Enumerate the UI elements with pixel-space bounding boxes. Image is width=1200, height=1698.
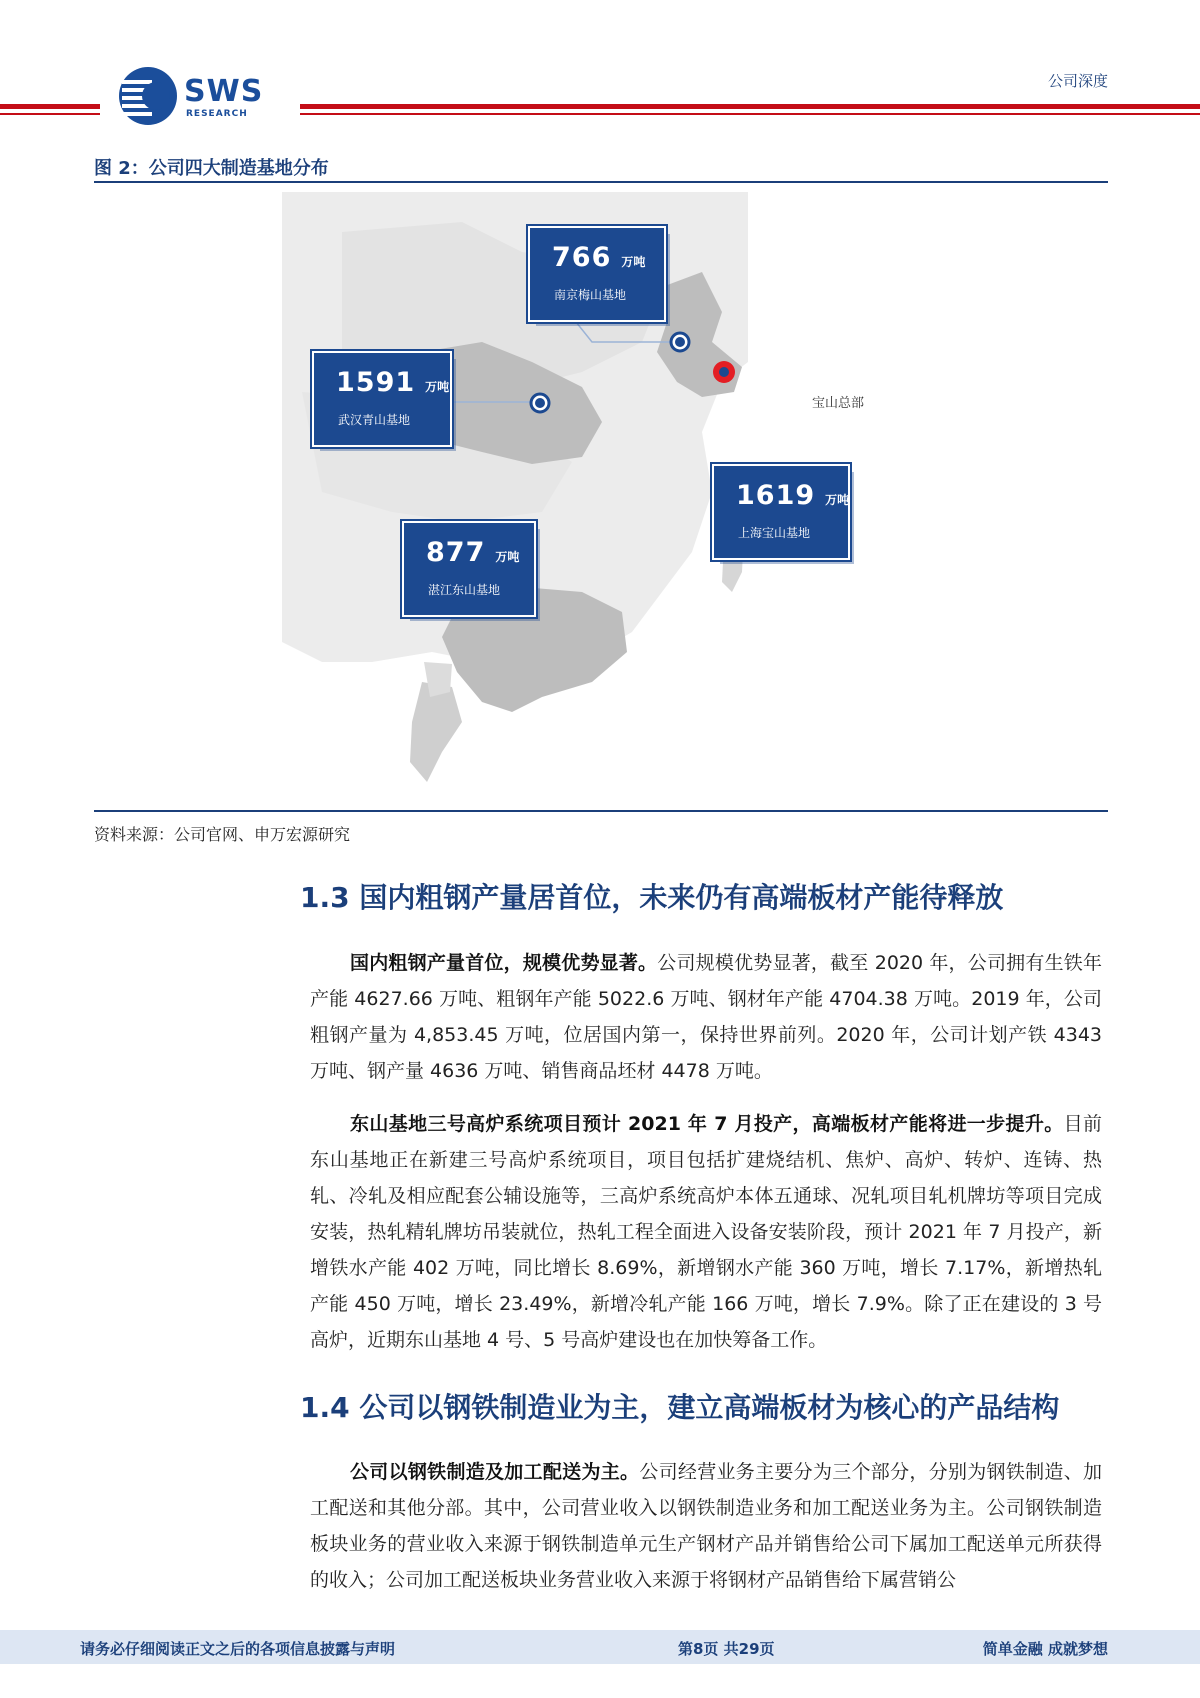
body-paragraph xyxy=(310,1454,1102,1598)
figure-rule-bottom xyxy=(94,810,1108,812)
footer-disclaimer: 请务必仔细阅读正文之后的各项信息披露与声明 xyxy=(80,1640,396,1658)
figure-source: 资料来源：公司官网、申万宏源研究 xyxy=(94,825,351,844)
body-paragraph xyxy=(310,945,1102,1089)
base-capacity-value: 1619 xyxy=(736,480,816,511)
base-capacity-unit: 万吨 xyxy=(825,493,850,507)
base-capacity-unit: 万吨 xyxy=(495,550,520,564)
figure-rule-top xyxy=(94,181,1108,183)
header-rule-left-thin xyxy=(0,113,100,115)
paragraph-text: 公司规模优势显著，截至 2020 年，公司拥有生铁年产能 4627.66 万吨、粗钢年产能 5022.6 万吨、钢材年产能 4704.38 万吨。2019 年，公司粗钢产量为 4,853.45 万吨，位居国内第一，保持世界前列。2020 年，公司计划产铁 4343 万吨、钢产量 4636 万吨、销售商品坯材 4478 万吨。 xyxy=(310,952,1102,1082)
paragraph-text: 目前东山基地正在新建三号高炉系统项目，项目包括扩建烧结机、焦炉、高炉、转炉、连铸、热轧、冷轧及相应配套公辅设施等，三高炉系统高炉本体五通球、况轧项目轧机牌坊等项目完成安装，热轧精轧牌坊吊装就位，热轧工程全面进入设备安装阶段，预计 2021 年 7 月投产，新增铁水产能 402 万吨，同比增长 8.69%，新增钢水产能 360 万吨，增长 7.17%，新增热轧产能 450 万吨，增长 23.49%，新增冷轧产能 166 万吨，增长 7.9%。除了正在建设的 3 号高炉，近期东山基地 4 号、5 号高炉建设也在加快筹备工作。 xyxy=(310,1113,1102,1351)
sws-logo-icon xyxy=(118,66,178,126)
paragraph-lead: 国内粗钢产量首位，规模优势显著。 xyxy=(350,952,658,974)
base-name: 上海宝山基地 xyxy=(738,526,811,540)
header-rule-right xyxy=(300,104,1200,109)
header-rule-left xyxy=(0,104,100,109)
footer-page-number: 第8页 共29页 xyxy=(678,1640,775,1658)
logo-wordmark: SWS xyxy=(184,74,264,109)
report-type: 公司深度 xyxy=(1047,72,1108,90)
base-capacity-value: 766 xyxy=(552,242,612,273)
base-box-shanghai-baoshan xyxy=(712,464,850,560)
section-title: 1.3 国内粗钢产量居首位，未来仍有高端板材产能待释放 xyxy=(300,881,1004,914)
paragraph-lead: 东山基地三号高炉系统项目预计 2021 年 7 月投产，高端板材产能将进一步提升。 xyxy=(350,1113,1064,1135)
base-name: 武汉青山基地 xyxy=(338,413,411,427)
base-name: 南京梅山基地 xyxy=(554,288,627,302)
base-box-wuhan-qingshan xyxy=(312,351,452,447)
base-name: 湛江东山基地 xyxy=(428,583,501,597)
base-capacity-value: 877 xyxy=(426,537,486,568)
hq-label: 宝山总部 xyxy=(812,396,865,411)
paragraph-lead: 公司以钢铁制造及加工配送为主。 xyxy=(350,1461,640,1483)
sws-logo xyxy=(118,66,298,130)
base-box-zhanjiang-dongshan xyxy=(402,521,536,617)
china-map-graphic xyxy=(282,192,748,788)
body-paragraph xyxy=(310,1106,1102,1358)
logo-subtitle: RESEARCH xyxy=(186,109,248,119)
section-title: 1.4 公司以钢铁制造业为主，建立高端板材为核心的产品结构 xyxy=(300,1391,1060,1424)
header-rule-right-thin xyxy=(300,113,1200,115)
china-map xyxy=(282,192,748,788)
base-capacity-unit: 万吨 xyxy=(621,255,646,269)
base-capacity-value: 1591 xyxy=(336,367,416,398)
base-box-nanjing-meishan xyxy=(528,226,666,322)
footer-slogan: 简单金融 成就梦想 xyxy=(982,1640,1108,1658)
base-capacity-unit: 万吨 xyxy=(425,380,450,394)
figure-title: 图 2：公司四大制造基地分布 xyxy=(94,158,329,179)
paragraph-text: 公司经营业务主要分为三个部分，分别为钢铁制造、加工配送和其他分部。其中，公司营业收入以钢铁制造业务和加工配送业务为主。公司钢铁制造板块业务的营业收入来源于钢铁制造单元生产钢材产品并销售给公司下属加工配送单元所获得的收入；公司加工配送板块业务营业收入来源于将钢材产品销售给下属营销公 xyxy=(310,1461,1102,1591)
